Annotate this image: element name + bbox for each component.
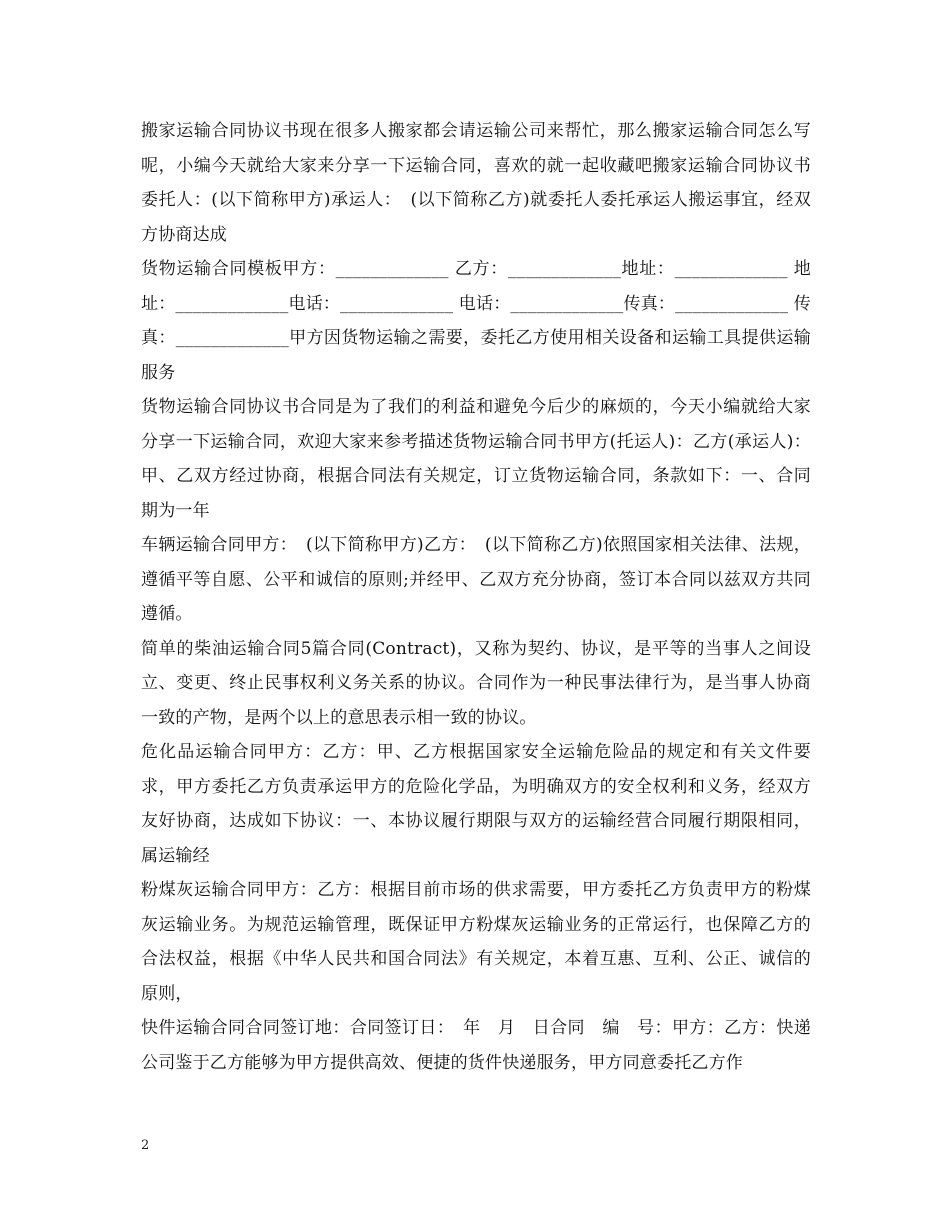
paragraph-moving-contract: 搬家运输合同协议书现在很多人搬家都会请运输公司来帮忙，那么搬家运输合同怎么写呢，小编今天就给大家来分享一下运输合同，喜欢的就一起收藏吧搬家运输合同协议书委托人：(以下简称甲方)承运人： (以下简称乙方)就委托人委托承运人搬运事宜，经双方协商达成: [141, 121, 811, 245]
paragraph-express-contract: 快件运输合同合同签订地：合同签订日： 年 月 日合同 编 号：甲方：乙方：快递公司鉴于乙方能够为甲方提供高效、便捷的货件快递服务，甲方同意委托乙方作: [141, 1018, 811, 1073]
paragraph-flyash-contract: 粉煤灰运输合同甲方：乙方：根据目前市场的供求需要，甲方委托乙方负责甲方的粉煤灰运输业务。为规范运输管理，既保证甲方粉煤灰运输业务的正常运行，也保障乙方的合法权益，根据《中华人民共和国合同法》有关规定，本着互惠、互利、公正、诚信的原则，: [141, 880, 811, 1004]
paragraph-hazmat-contract: 危化品运输合同甲方：乙方：甲、乙方根据国家安全运输危险品的规定和有关文件要求，甲方委托乙方负责承运甲方的危险化学品，为明确双方的安全权利和义务，经双方友好协商，达成如下协议：一、本协议履行期限与双方的运输经营合同履行期限相同，属运输经: [141, 742, 811, 866]
paragraph-cargo-contract-template: 货物运输合同模板甲方：_____________ 乙方：_____________地址：_____________ 地址：_____________电话：_____________ 电话：_____________传真：_____________ 传真：_____________甲方因货物运输之需要，委托乙方使用相关设备和运输工具提供运输服务: [141, 259, 812, 383]
page-number: 2: [141, 1138, 150, 1153]
paragraph-cargo-contract-agreement: 货物运输合同协议书合同是为了我们的利益和避免今后少的麻烦的，今天小编就给大家分享一下运输合同，欢迎大家来参考描述货物运输合同书甲方(托运人)：乙方(承运人)：甲、乙双方经过协商，根据合同法有关规定，订立货物运输合同，条款如下：一、合同期为一年: [141, 397, 811, 521]
paragraph-vehicle-contract: 车辆运输合同甲方： (以下简称甲方)乙方： (以下简称乙方)依照国家相关法律、法规，遵循平等自愿、公平和诚信的原则;并经甲、乙双方充分协商，签订本合同以兹双方共同遵循。: [141, 535, 811, 624]
paragraph-diesel-contract: 简单的柴油运输合同5篇合同(Contract)，又称为契约、协议，是平等的当事人之间设立、变更、终止民事权利义务关系的协议。合同作为一种民事法律行为，是当事人协商一致的产物，是两个以上的意思表示相一致的协议。: [141, 638, 811, 728]
document-body: [141, 114, 811, 1080]
